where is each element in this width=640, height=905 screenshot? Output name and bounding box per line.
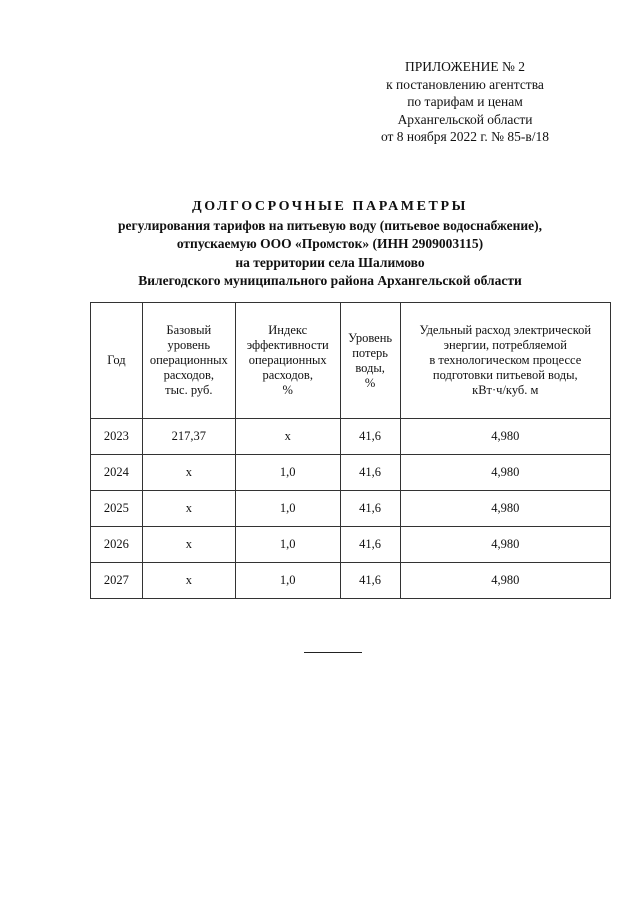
cell-year: 2024 (91, 455, 143, 491)
cell-energy-consumption: 4,980 (400, 563, 610, 599)
table-header-row (91, 303, 611, 419)
cell-water-loss: 41,6 (340, 455, 400, 491)
cell-water-loss: 41,6 (340, 491, 400, 527)
appendix-line: к постановлению агентства (386, 76, 544, 92)
cell-energy-consumption: 4,980 (400, 491, 610, 527)
table-row (91, 527, 611, 563)
header-energy-consumption: Удельный расход электрической энергии, потребляемой в технологическом процессе подготовки питьевой воды, кВт·ч/куб. м (400, 303, 610, 419)
appendix-block (360, 58, 570, 146)
appendix-title: ПРИЛОЖЕНИЕ № 2 (404, 59, 526, 74)
cell-energy-consumption: 4,980 (400, 527, 610, 563)
cell-efficiency-index: 1,0 (235, 563, 340, 599)
table-row (91, 455, 611, 491)
cell-water-loss: 41,6 (340, 527, 400, 563)
cell-base-opex: х (142, 563, 235, 599)
title-line: Вилегодского муниципального района Архангельской области (138, 273, 522, 288)
table-row (91, 491, 611, 527)
header-base-opex: Базовый уровень операционных расходов, тыс. руб. (142, 303, 235, 419)
table-row (91, 563, 611, 599)
cell-year: 2027 (91, 563, 143, 599)
header-year: Год (91, 303, 143, 419)
cell-efficiency-index: 1,0 (235, 491, 340, 527)
footer-divider (304, 652, 362, 653)
document-title (60, 198, 600, 291)
cell-efficiency-index: 1,0 (235, 455, 340, 491)
title-line: регулирования тарифов на питьевую воду (питьевое водоснабжение), (117, 217, 543, 233)
appendix-date: от 8 ноября 2022 г. № 85-в/18 (380, 129, 550, 144)
cell-base-opex: х (142, 455, 235, 491)
cell-base-opex: х (142, 491, 235, 527)
appendix-line: Архангельской области (397, 111, 533, 127)
cell-year: 2025 (91, 491, 143, 527)
cell-efficiency-index: х (235, 419, 340, 455)
cell-base-opex: х (142, 527, 235, 563)
title-line: на территории села Шалимово (235, 254, 425, 270)
cell-energy-consumption: 4,980 (400, 419, 610, 455)
cell-efficiency-index: 1,0 (235, 527, 340, 563)
table-row (91, 419, 611, 455)
appendix-line: по тарифам и ценам (407, 94, 523, 109)
title-line: отпускаемую ООО «Промсток» (ИНН 2909003115) (176, 236, 484, 251)
cell-base-opex: 217,37 (142, 419, 235, 455)
title-heading: ДОЛГОСРОЧНЫЕ ПАРАМЕТРЫ (191, 199, 468, 214)
cell-energy-consumption: 4,980 (400, 455, 610, 491)
header-water-loss: Уровень потерь воды, % (340, 303, 400, 419)
cell-water-loss: 41,6 (340, 563, 400, 599)
cell-water-loss: 41,6 (340, 419, 400, 455)
parameters-table (90, 302, 611, 599)
cell-year: 2023 (91, 419, 143, 455)
header-efficiency-index: Индекс эффективности операционных расходов, % (235, 303, 340, 419)
cell-year: 2026 (91, 527, 143, 563)
